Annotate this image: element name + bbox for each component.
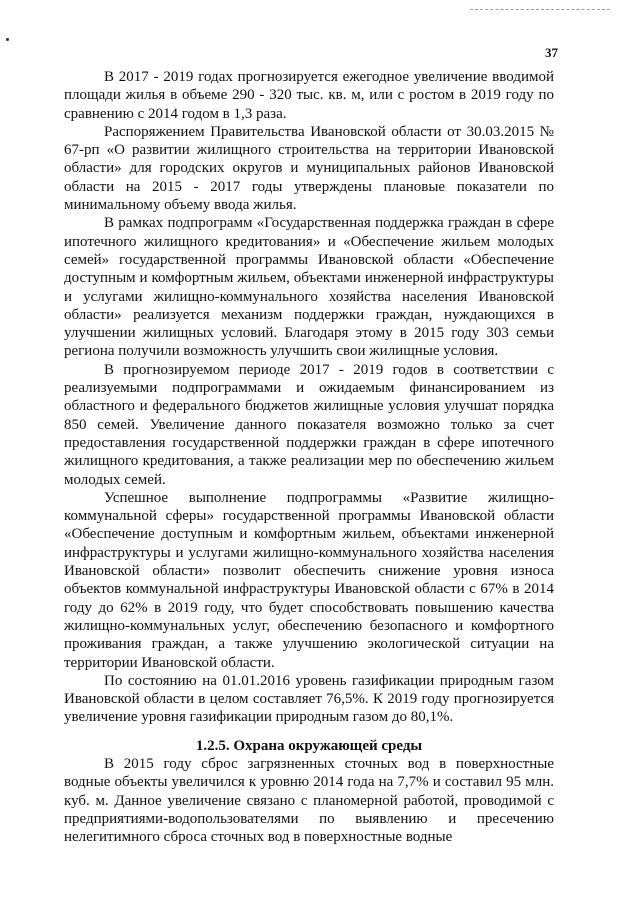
paragraph-utilities-subprogram: Успешное выполнение подпрограммы «Развитие жилищно-коммунальной сферы» государственной программы Ивановской области «Обеспечение доступным и комфортным жильем, объектами инженерной инфраструктуры и услугами жилищно-коммунального хозяйства населения Ивановской области» позволит обеспечить снижение уровня износа объектов коммунальной инфраструктуры Ивановской области с 67% в 2014 году до 62% в 2019 году, что будет способствовать повышению качества жилищно-коммунальных услуг, обеспечению безопасного и комфортного проживания граждан, а также улучшению экологической ситуации на территории Ивановской области. (64, 489, 554, 671)
paragraph-forecast-period: В прогнозируемом периоде 2017 - 2019 годов в соответствии с реализуемыми подпрограммами и ожидаемым финансированием из областного и федерального бюджетов жилищные условия улучшат порядка 850 семей. Увеличение данного показателя возможно только за счет предоставления государственной поддержки граждан в сфере ипотечного жилищного кредитования, а также реализации мер по обеспечению жильем молодых семей. (64, 361, 554, 488)
paragraph-gasification: По состоянию на 01.01.2016 уровень газификации природным газом Ивановской области в целом составляет 76,5%. К 2019 году прогнозируется увеличение уровня газификации природным газом до 80,1%. (64, 672, 554, 726)
document-body (64, 68, 554, 846)
paragraph-subprograms: В рамках подпрограмм «Государственная поддержка граждан в сфере ипотечного жилищного кредитования» и «Обеспечение жильем молодых семей» государственной программы Ивановской области «Обеспечение доступным и комфортным жильем, объектами инженерной инфраструктуры и услугами жилищно-коммунального хозяйства населения Ивановской области» реализуется механизм поддержки граждан, нуждающихся в улучшении жилищных условий. Благодаря этому в 2015 году 303 семьи региона получили возможность улучшить свои жилищные условия. (64, 215, 554, 360)
paragraph-wastewater: В 2015 году сброс загрязненных сточных вод в поверхностные водные объекты увеличился к уровню 2014 года на 7,7% и составил 95 млн. куб. м. Данное увеличение связано с планомерной работой, проводимой с предприятиями-водопользователями по выявлению и пресечению нелегитимного сброса сточных вод в поверхностные водные (64, 755, 554, 846)
paragraph-housing-forecast: В 2017 - 2019 годах прогнозируется ежегодное увеличение вводимой площади жилья в объеме 290 - 320 тыс. кв. м, или с ростом в 2019 году по сравнению с 2014 годом в 1,3 раза. (64, 69, 554, 122)
scan-artifact-dot (6, 38, 9, 41)
paragraph-government-order: Распоряжением Правительства Ивановской области от 30.03.2015 № 67-рп «О развитии жилищного строительства на территории Ивановской области» для городских округов и муниципальных районов Ивановской области на 2015 - 2017 годы утверждены плановые показатели по минимальному объему ввода жилья. (64, 123, 554, 214)
scan-artifact-line (470, 9, 610, 10)
section-heading: 1.2.5. Охрана окружающей среды (195, 737, 423, 754)
page-number: 37 (545, 45, 558, 60)
